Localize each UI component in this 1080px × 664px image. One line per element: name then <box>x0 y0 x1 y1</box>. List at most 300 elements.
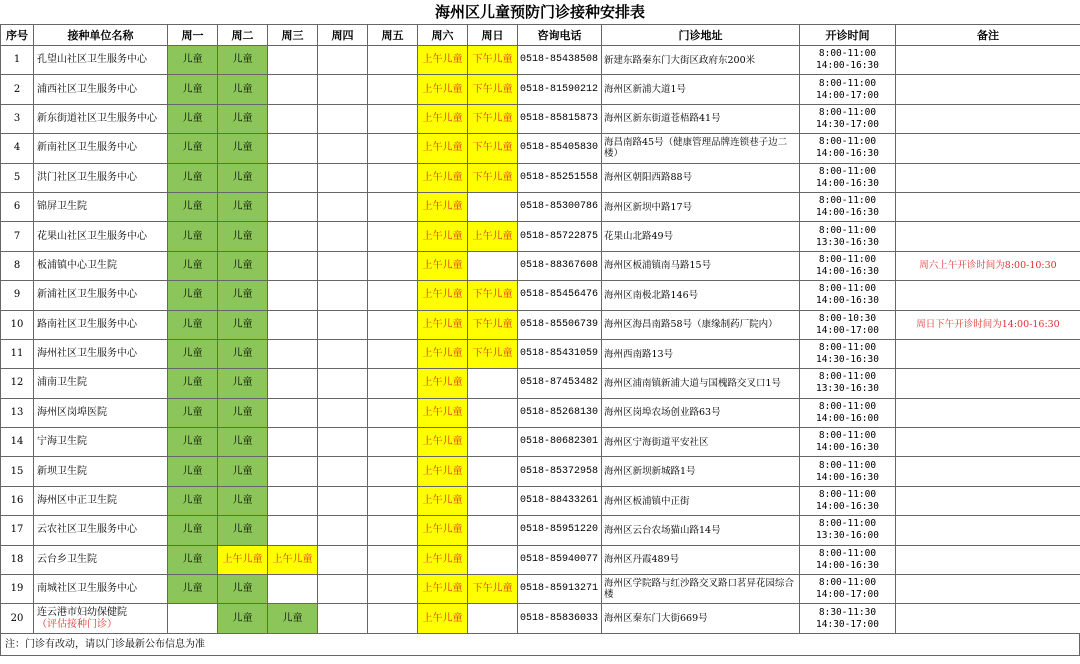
day-cell-wed <box>268 310 318 339</box>
day-cell-sun <box>468 192 518 221</box>
opening-hours <box>800 163 896 192</box>
day-cell-mon: 儿童 <box>168 428 218 457</box>
day-cell-wed <box>268 339 318 368</box>
day-cell-sat: 上午儿童 <box>418 222 468 251</box>
day-cell-mon: 儿童 <box>168 134 218 163</box>
day-cell-tue: 儿童 <box>218 46 268 75</box>
unit-name <box>34 104 168 133</box>
afternoon-hours: 14:00-17:00 <box>816 89 879 101</box>
remark <box>896 192 1080 221</box>
row-number: 7 <box>1 222 34 251</box>
day-cell-sat: 上午儿童 <box>418 575 468 604</box>
afternoon-hours: 14:30-17:00 <box>816 118 879 130</box>
unit-name-text: 锦屏卫生院 <box>37 201 87 213</box>
morning-hours: 8:00-11:00 <box>818 136 877 148</box>
clinic-address: 海州区板浦镇中正街 <box>602 486 800 515</box>
day-cell-tue: 儿童 <box>218 251 268 280</box>
opening-hours <box>800 281 896 310</box>
day-cell-wed <box>268 428 318 457</box>
morning-hours: 8:00-11:00 <box>818 489 877 501</box>
day-cell-sun: 下午儿童 <box>468 163 518 192</box>
table-body <box>1 46 1080 634</box>
clinic-address: 海昌南路45号（健康管理品牌连锁巷子边二楼） <box>602 134 800 163</box>
row-number: 6 <box>1 192 34 221</box>
day-cell-tue: 儿童 <box>218 575 268 604</box>
table-row <box>1 251 1080 280</box>
day-cell-thu <box>318 222 368 251</box>
day-cell-wed <box>268 516 318 545</box>
row-number: 16 <box>1 486 34 515</box>
table-row <box>1 486 1080 515</box>
day-cell-tue: 儿童 <box>218 428 268 457</box>
table-row <box>1 545 1080 574</box>
phone-number: 0518-85431059 <box>518 339 602 368</box>
clinic-address: 海州区秦东门大街669号 <box>602 604 800 633</box>
afternoon-hours: 14:30-17:00 <box>816 618 879 630</box>
unit-name <box>34 251 168 280</box>
opening-hours <box>800 369 896 398</box>
clinic-address: 海州区新东街道苍梧路41号 <box>602 104 800 133</box>
opening-hours <box>800 545 896 574</box>
day-cell-wed <box>268 192 318 221</box>
table-row <box>1 104 1080 133</box>
phone-number: 0518-85300786 <box>518 192 602 221</box>
opening-hours <box>800 457 896 486</box>
day-cell-wed <box>268 163 318 192</box>
day-cell-thu <box>318 192 368 221</box>
day-cell-tue: 儿童 <box>218 604 268 633</box>
day-cell-mon <box>168 604 218 633</box>
day-cell-sat: 上午儿童 <box>418 604 468 633</box>
day-cell-sun <box>468 251 518 280</box>
unit-name <box>34 457 168 486</box>
unit-name <box>34 575 168 604</box>
unit-name-text: 云农社区卫生服务中心 <box>37 524 137 536</box>
unit-name-text: 花果山社区卫生服务中心 <box>37 230 147 242</box>
row-number: 13 <box>1 398 34 427</box>
column-header: 周五 <box>368 25 418 46</box>
day-cell-thu <box>318 46 368 75</box>
day-cell-tue: 儿童 <box>218 222 268 251</box>
unit-name-text: 新东街道社区卫生服务中心 <box>37 112 157 124</box>
clinic-address: 海州区海昌南路58号（康缘制药厂院内） <box>602 310 800 339</box>
remark <box>896 486 1080 515</box>
remark <box>896 222 1080 251</box>
clinic-address: 海州区丹霞489号 <box>602 545 800 574</box>
day-cell-mon: 儿童 <box>168 516 218 545</box>
day-cell-mon: 儿童 <box>168 545 218 574</box>
row-number: 18 <box>1 545 34 574</box>
day-cell-tue: 儿童 <box>218 75 268 104</box>
clinic-address: 海州区板浦镇南马路15号 <box>602 251 800 280</box>
morning-hours: 8:00-11:00 <box>818 165 877 177</box>
remark <box>896 163 1080 192</box>
clinic-address: 海州区南极北路146号 <box>602 281 800 310</box>
day-cell-mon: 儿童 <box>168 163 218 192</box>
opening-hours <box>800 222 896 251</box>
row-number: 8 <box>1 251 34 280</box>
column-header: 备注 <box>896 25 1080 46</box>
table-row <box>1 134 1080 163</box>
table-row <box>1 310 1080 339</box>
unit-name-text: 浦南卫生院 <box>37 377 87 389</box>
remark <box>896 516 1080 545</box>
unit-name-text: 路南社区卫生服务中心 <box>37 318 137 330</box>
day-cell-tue: 儿童 <box>218 457 268 486</box>
day-cell-sat: 上午儿童 <box>418 134 468 163</box>
morning-hours: 8:00-11:00 <box>818 253 877 265</box>
remark <box>896 46 1080 75</box>
day-cell-mon: 儿童 <box>168 457 218 486</box>
unit-name-text: 新浦社区卫生服务中心 <box>37 289 137 301</box>
day-cell-thu <box>318 310 368 339</box>
column-header: 周二 <box>218 25 268 46</box>
afternoon-hours: 14:00-16:30 <box>816 60 879 72</box>
row-number: 19 <box>1 575 34 604</box>
unit-name <box>34 46 168 75</box>
table-row <box>1 192 1080 221</box>
day-cell-wed <box>268 281 318 310</box>
day-cell-thu <box>318 251 368 280</box>
unit-subtitle: （评估接种门诊） <box>37 618 117 630</box>
day-cell-wed <box>268 457 318 486</box>
clinic-address: 海州区新坝新城路1号 <box>602 457 800 486</box>
remark: 周六上午开诊时间为8:00-10:30 <box>896 251 1080 280</box>
unit-name-text: 新坝卫生院 <box>37 465 87 477</box>
day-cell-thu <box>318 604 368 633</box>
morning-hours: 8:00-11:00 <box>818 195 877 207</box>
row-number: 3 <box>1 104 34 133</box>
row-number: 10 <box>1 310 34 339</box>
row-number: 20 <box>1 604 34 633</box>
day-cell-tue: 儿童 <box>218 486 268 515</box>
unit-name-text: 洪门社区卫生服务中心 <box>37 171 137 183</box>
unit-name <box>34 75 168 104</box>
phone-number: 0518-85836033 <box>518 604 602 633</box>
day-cell-sat: 上午儿童 <box>418 339 468 368</box>
opening-hours <box>800 575 896 604</box>
unit-name <box>34 192 168 221</box>
clinic-address: 海州区朝阳西路88号 <box>602 163 800 192</box>
phone-number: 0518-85268130 <box>518 398 602 427</box>
unit-name <box>34 339 168 368</box>
day-cell-mon: 儿童 <box>168 369 218 398</box>
day-cell-sun <box>468 604 518 633</box>
day-cell-thu <box>318 575 368 604</box>
unit-name-text: 新南社区卫生服务中心 <box>37 142 137 154</box>
opening-hours <box>800 134 896 163</box>
day-cell-thu <box>318 457 368 486</box>
morning-hours: 8:00-11:00 <box>818 106 877 118</box>
day-cell-sat: 上午儿童 <box>418 104 468 133</box>
day-cell-sun: 下午儿童 <box>468 75 518 104</box>
opening-hours <box>800 192 896 221</box>
row-number: 12 <box>1 369 34 398</box>
afternoon-hours: 14:00-16:30 <box>816 471 879 483</box>
remark <box>896 134 1080 163</box>
day-cell-wed <box>268 486 318 515</box>
column-header: 开诊时间 <box>800 25 896 46</box>
afternoon-hours: 14:00-17:00 <box>816 589 879 601</box>
day-cell-mon: 儿童 <box>168 251 218 280</box>
unit-name <box>34 545 168 574</box>
column-header: 序号 <box>1 25 34 46</box>
opening-hours <box>800 398 896 427</box>
day-cell-tue: 儿童 <box>218 516 268 545</box>
unit-name <box>34 310 168 339</box>
opening-hours <box>800 46 896 75</box>
day-cell-tue: 儿童 <box>218 163 268 192</box>
day-cell-sat: 上午儿童 <box>418 251 468 280</box>
table-row <box>1 46 1080 75</box>
remark <box>896 369 1080 398</box>
day-cell-fri <box>368 516 418 545</box>
day-cell-mon: 儿童 <box>168 310 218 339</box>
opening-hours <box>800 251 896 280</box>
day-cell-sun <box>468 486 518 515</box>
day-cell-sun <box>468 398 518 427</box>
clinic-address: 海州区新浦大道1号 <box>602 75 800 104</box>
phone-number: 0518-85815873 <box>518 104 602 133</box>
day-cell-mon: 儿童 <box>168 281 218 310</box>
column-header: 门诊地址 <box>602 25 800 46</box>
day-cell-sat: 上午儿童 <box>418 545 468 574</box>
phone-number: 0518-85456476 <box>518 281 602 310</box>
afternoon-hours: 14:00-16:30 <box>816 442 879 454</box>
table-row <box>1 75 1080 104</box>
day-cell-thu <box>318 398 368 427</box>
remark <box>896 545 1080 574</box>
row-number: 11 <box>1 339 34 368</box>
day-cell-sat: 上午儿童 <box>418 163 468 192</box>
day-cell-fri <box>368 486 418 515</box>
day-cell-sat: 上午儿童 <box>418 428 468 457</box>
day-cell-fri <box>368 604 418 633</box>
day-cell-mon: 儿童 <box>168 46 218 75</box>
day-cell-fri <box>368 339 418 368</box>
day-cell-fri <box>368 134 418 163</box>
day-cell-sun: 下午儿童 <box>468 46 518 75</box>
morning-hours: 8:00-11:00 <box>818 577 877 589</box>
clinic-address: 海州西南路13号 <box>602 339 800 368</box>
afternoon-hours: 13:30-16:30 <box>816 383 879 395</box>
table-row <box>1 163 1080 192</box>
day-cell-wed <box>268 575 318 604</box>
unit-name-text: 海州区中正卫生院 <box>37 495 117 507</box>
phone-number: 0518-85722875 <box>518 222 602 251</box>
day-cell-tue: 儿童 <box>218 398 268 427</box>
morning-hours: 8:00-11:00 <box>818 48 877 60</box>
day-cell-thu <box>318 516 368 545</box>
day-cell-fri <box>368 222 418 251</box>
day-cell-thu <box>318 486 368 515</box>
row-number: 1 <box>1 46 34 75</box>
remark <box>896 428 1080 457</box>
day-cell-sat: 上午儿童 <box>418 486 468 515</box>
unit-name <box>34 163 168 192</box>
day-cell-fri <box>368 545 418 574</box>
phone-number: 0518-85372958 <box>518 457 602 486</box>
morning-hours: 8:00-11:00 <box>818 224 877 236</box>
afternoon-hours: 14:00-16:30 <box>816 177 879 189</box>
day-cell-sun: 下午儿童 <box>468 339 518 368</box>
morning-hours: 8:30-11:30 <box>818 606 877 618</box>
row-number: 15 <box>1 457 34 486</box>
row-number: 9 <box>1 281 34 310</box>
day-cell-wed <box>268 222 318 251</box>
afternoon-hours: 14:00-16:30 <box>816 148 879 160</box>
morning-hours: 8:00-11:00 <box>818 518 877 530</box>
day-cell-wed <box>268 134 318 163</box>
opening-hours <box>800 428 896 457</box>
phone-number: 0518-81590212 <box>518 75 602 104</box>
table-row <box>1 339 1080 368</box>
morning-hours: 8:00-11:00 <box>818 342 877 354</box>
unit-name-text: 海州区岗埠医院 <box>37 406 107 418</box>
day-cell-fri <box>368 75 418 104</box>
remark <box>896 398 1080 427</box>
unit-name-text: 海州社区卫生服务中心 <box>37 348 137 360</box>
afternoon-hours: 14:00-16:30 <box>816 501 879 513</box>
row-number: 17 <box>1 516 34 545</box>
day-cell-thu <box>318 104 368 133</box>
unit-name <box>34 428 168 457</box>
day-cell-sat: 上午儿童 <box>418 310 468 339</box>
phone-number: 0518-85251558 <box>518 163 602 192</box>
day-cell-tue: 儿童 <box>218 339 268 368</box>
unit-name <box>34 134 168 163</box>
afternoon-hours: 14:00-16:30 <box>816 559 879 571</box>
day-cell-tue: 儿童 <box>218 192 268 221</box>
day-cell-mon: 儿童 <box>168 104 218 133</box>
remark <box>896 604 1080 633</box>
day-cell-sat: 上午儿童 <box>418 281 468 310</box>
clinic-address: 海州区浦南镇新浦大道与国槐路交叉口1号 <box>602 369 800 398</box>
page-title: 海州区儿童预防门诊接种安排表 <box>434 3 645 21</box>
header-row <box>1 25 1080 46</box>
day-cell-sun: 上午儿童 <box>468 222 518 251</box>
opening-hours <box>800 310 896 339</box>
opening-hours <box>800 104 896 133</box>
afternoon-hours: 14:00-16:30 <box>816 207 879 219</box>
morning-hours: 8:00-11:00 <box>818 400 877 412</box>
clinic-address: 海州区云台农场猫山路14号 <box>602 516 800 545</box>
phone-number: 0518-88367608 <box>518 251 602 280</box>
column-header: 周三 <box>268 25 318 46</box>
phone-number: 0518-85438508 <box>518 46 602 75</box>
remark <box>896 457 1080 486</box>
table-row <box>1 222 1080 251</box>
morning-hours: 8:00-11:00 <box>818 283 877 295</box>
day-cell-thu <box>318 281 368 310</box>
day-cell-thu <box>318 428 368 457</box>
unit-name <box>34 516 168 545</box>
phone-number: 0518-80682301 <box>518 428 602 457</box>
remark <box>896 75 1080 104</box>
day-cell-sun: 下午儿童 <box>468 575 518 604</box>
day-cell-sun <box>468 457 518 486</box>
unit-name <box>34 398 168 427</box>
day-cell-sat: 上午儿童 <box>418 457 468 486</box>
day-cell-sat: 上午儿童 <box>418 369 468 398</box>
day-cell-sat: 上午儿童 <box>418 516 468 545</box>
day-cell-wed: 儿童 <box>268 604 318 633</box>
table-row <box>1 428 1080 457</box>
opening-hours <box>800 486 896 515</box>
day-cell-thu <box>318 339 368 368</box>
day-cell-tue: 儿童 <box>218 310 268 339</box>
phone-number: 0518-85506739 <box>518 310 602 339</box>
day-cell-tue: 上午儿童 <box>218 545 268 574</box>
row-number: 5 <box>1 163 34 192</box>
table-row <box>1 604 1080 633</box>
day-cell-thu <box>318 134 368 163</box>
footer-note: 注：门诊有改动，请以门诊最新公布信息为准 <box>0 634 1080 656</box>
day-cell-mon: 儿童 <box>168 192 218 221</box>
day-cell-tue: 儿童 <box>218 369 268 398</box>
morning-hours: 8:00-11:00 <box>818 371 877 383</box>
day-cell-wed <box>268 251 318 280</box>
row-number: 14 <box>1 428 34 457</box>
clinic-address: 海州区宁海街道平安社区 <box>602 428 800 457</box>
day-cell-tue: 儿童 <box>218 134 268 163</box>
table-row <box>1 516 1080 545</box>
day-cell-thu <box>318 369 368 398</box>
remark <box>896 281 1080 310</box>
column-header: 接种单位名称 <box>34 25 168 46</box>
remark <box>896 104 1080 133</box>
day-cell-fri <box>368 428 418 457</box>
morning-hours: 8:00-11:00 <box>818 430 877 442</box>
unit-name <box>34 369 168 398</box>
day-cell-sat: 上午儿童 <box>418 192 468 221</box>
day-cell-fri <box>368 575 418 604</box>
unit-name-text: 宁海卫生院 <box>37 436 87 448</box>
day-cell-wed <box>268 104 318 133</box>
day-cell-fri <box>368 281 418 310</box>
day-cell-sun <box>468 428 518 457</box>
unit-name <box>34 222 168 251</box>
day-cell-tue: 儿童 <box>218 104 268 133</box>
day-cell-wed <box>268 75 318 104</box>
morning-hours: 8:00-11:00 <box>818 547 877 559</box>
phone-number: 0518-85405830 <box>518 134 602 163</box>
day-cell-sat: 上午儿童 <box>418 75 468 104</box>
afternoon-hours: 13:30-16:00 <box>816 530 879 542</box>
phone-number: 0518-85951220 <box>518 516 602 545</box>
afternoon-hours: 14:00-16:30 <box>816 265 879 277</box>
day-cell-thu <box>318 163 368 192</box>
day-cell-fri <box>368 46 418 75</box>
day-cell-mon: 儿童 <box>168 398 218 427</box>
day-cell-sat: 上午儿童 <box>418 46 468 75</box>
day-cell-fri <box>368 192 418 221</box>
unit-name <box>34 486 168 515</box>
afternoon-hours: 14:30-16:30 <box>816 354 879 366</box>
day-cell-tue: 儿童 <box>218 281 268 310</box>
day-cell-fri <box>368 369 418 398</box>
day-cell-mon: 儿童 <box>168 486 218 515</box>
remark <box>896 339 1080 368</box>
remark: 周日下午开诊时间为14:00-16:30 <box>896 310 1080 339</box>
day-cell-sun: 下午儿童 <box>468 310 518 339</box>
day-cell-fri <box>368 163 418 192</box>
day-cell-mon: 儿童 <box>168 575 218 604</box>
row-number: 2 <box>1 75 34 104</box>
day-cell-fri <box>368 104 418 133</box>
unit-name <box>34 604 168 633</box>
phone-number: 0518-87453482 <box>518 369 602 398</box>
